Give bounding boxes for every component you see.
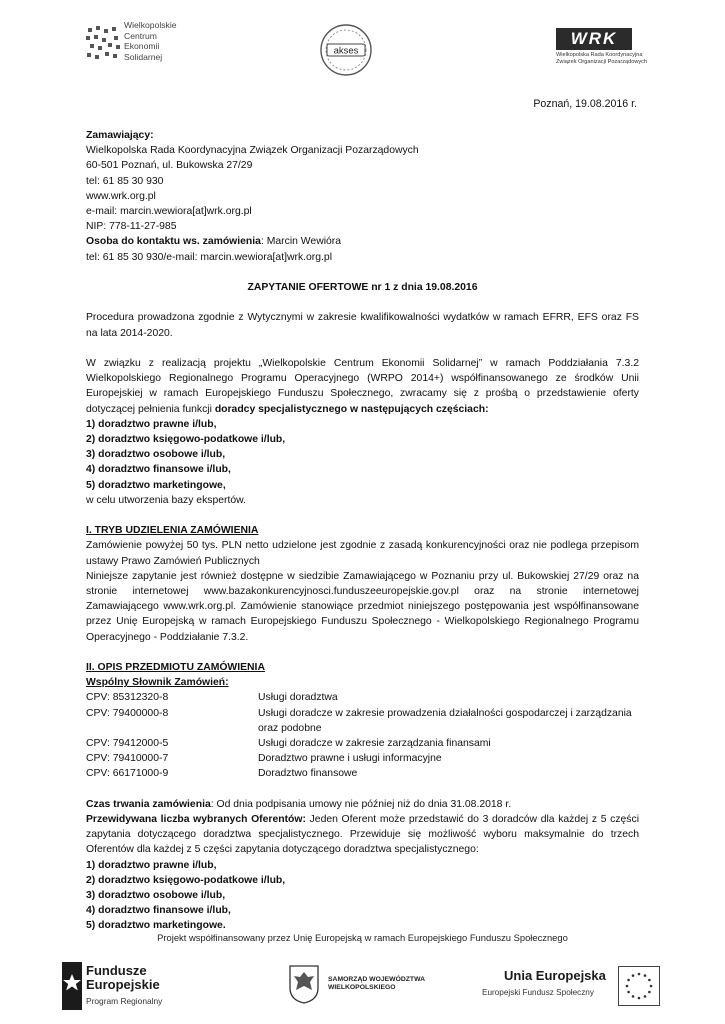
count-paragraph: Przewidywana liczba wybranych Oferentów: Jeden Oferent może przedstawić do 3 doradców dla każdej z 5 części zapytania dotyczącego doradztwa specjalistycznego. Przewiduje się możliwość wyboru maksymalnie do trzech Oferentów dla każdej z 5 części zapytania dotyczącego doradztwa specjalistycznego: [86, 814, 639, 856]
header-logos [0, 16, 725, 76]
footer-note: Projekt współfinansowany przez Unię Europejską w ramach Europejskiego Funduszu Społecznego [157, 932, 568, 943]
section2-item: 2) doradztwo księgowo-podatkowe i/lub, [86, 874, 286, 886]
intro-item: 4) doradztwo finansowe i/lub, [86, 464, 231, 476]
procedure-paragraph: Procedura prowadzona zgodnie z Wytycznymi w zakresie kwalifikowalności wydatków w ramach EFRR, EFS oraz FS na lata 2014-2020. [86, 312, 639, 339]
contracting-line: tel: 61 85 30 930 [86, 175, 164, 187]
akses-emblem-icon [318, 22, 374, 78]
eu-flag-icon [618, 966, 660, 1006]
section2-item: 5) doradztwo marketingowe. [86, 920, 226, 932]
section2-heading: II. OPIS PRZEDMIOTU ZAMÓWIENIA [86, 662, 265, 674]
section2-item: 4) doradztwo finansowe i/lub, [86, 905, 231, 917]
contracting-line: NIP: 778-11-27-985 [86, 221, 177, 233]
unia-europejska-logo: Unia Europejska Europejski Fundusz Społeczny [478, 964, 658, 1008]
contracting-line: Wielkopolska Rada Koordynacyjna Związek Organizacji Pozarządowych [86, 145, 419, 157]
contact-value: : Marcin Wewióra [260, 236, 342, 248]
section2-item: 1) doradztwo prawne i/lub, [86, 859, 217, 871]
document-title: ZAPYTANIE OFERTOWE nr 1 z dnia 19.08.2016 [247, 282, 478, 294]
eagle-crest-icon [288, 964, 320, 1004]
wrk-logo-mark: WRK [556, 28, 632, 50]
intro-item: 3) doradztwo osobowe i/lub, [86, 449, 226, 461]
akses-logo-text: akses [333, 45, 359, 57]
contracting-heading: Zamawiający: [86, 130, 154, 141]
section1-paragraph: Niniejsze zapytanie jest również dostępne w siedzibie Zamawiającego w Poznaniu przy ul. Bukowskiej 27/29 oraz na stronie internetowej www.bazakonkurencyjnosci.funduszeeuropejskie.gov.pl oraz na stronie internetowej Zamawiającego www.wrk.org.pl. Zamówienie stanowiące przedmiot niniejszego postępowania jest współfinansowane przez Unię Europejską w ramach Europejskiego Funduszu Społecznego - Wielkopolskiego Regionalnego Programu Operacyjnego - Poddziałanie 7.3.2. [86, 570, 639, 643]
contracting-line: 60-501 Poznań, ul. Bukowska 27/29 [86, 160, 253, 172]
cpv-row: CPV: 66171000-9 Doradztwo finansowe [86, 768, 358, 780]
section1-heading: I. TRYB UDZIELENIA ZAMÓWIENIA [86, 525, 259, 537]
intro-item: 2) doradztwo księgowo-podatkowe i/lub, [86, 434, 286, 446]
section1-paragraph: Zamówienie powyżej 50 tys. PLN netto udzielone jest zgodnie z zasadą konkurencyjności oraz nie podlega przepisom ustawy Prawo Zamówień Publicznych [86, 540, 639, 567]
contracting-line: e-mail: marcin.wewiora[at]wrk.org.pl [86, 206, 252, 218]
akses-logo [318, 22, 374, 78]
cpv-row: CPV: 79410000-7 Doradztwo prawne i usługi informacyjne [86, 753, 442, 765]
intro-item: 5) doradztwo marketingowe, [86, 479, 226, 491]
wces-logo [86, 20, 216, 76]
contracting-line: www.wrk.org.pl [86, 190, 156, 202]
intro-paragraph: W związku z realizacją projektu „Wielkopolskie Centrum Ekonomii Solidarnej” w ramach Poddziałania 7.3.2 Wielkopolskiego Regionalnego Programu Operacyjnego (WRPO 2014+) współfinansowanego ze środków Unii Europejskiej w ramach Europejskiego Funduszu Społecznego, zwracamy się z prośbą o przedstawienie oferty dotyczącej pełnienia funkcji doradcy specjalistycznego w następujących częściach: [86, 358, 639, 415]
cpv-row: CPV: 79412000-5 Usługi doradcze w zakresie zarządzania finansami [86, 738, 491, 750]
wrk-logo-caption: Wielkopolska Rada Koordynacyjna Związek Organizacji Pozarządowych [556, 52, 648, 65]
contact-tel: tel: 61 85 30 930/e-mail: marcin.wewiora[at]wrk.org.pl [86, 251, 333, 263]
cpv-row: CPV: 79400000-8 Usługi doradcze w zakresie prowadzenia działalności gospodarczej i zarządzania oraz podobne [86, 707, 632, 734]
section2-item: 3) doradztwo osobowe i/lub, [86, 890, 226, 902]
wces-mark-icon [86, 26, 120, 60]
intro-closing: w celu utworzenia bazy ekspertów. [86, 494, 246, 506]
fe-star-icon [62, 962, 82, 1010]
wces-logo-text: Wielkopolskie Centrum Ekonomii Solidarnej [124, 20, 177, 62]
document-date: Poznań, 19.08.2016 r. [533, 98, 637, 110]
cpv-row: CPV: 85312320-8 Usługi doradztwa [86, 692, 338, 704]
intro-item: 1) doradztwo prawne i/lub, [86, 418, 217, 430]
footer-logos [0, 958, 725, 1014]
fundusze-europejskie-logo: Fundusze Europejskie Program Regionalny [62, 962, 182, 1012]
samorzad-logo: SAMORZĄD WOJEWÓDZTWA WIELKOPOLSKIEGO [288, 964, 438, 1008]
duration-line: Czas trwania zamówienia: Od dnia podpisania umowy nie później niż do dnia 31.08.2018 r. [86, 798, 512, 810]
contact-label: Osoba do kontaktu ws. zamówienia [86, 236, 261, 248]
document-body [86, 128, 639, 934]
vocab-heading: Wspólny Słownik Zamówień: [86, 677, 229, 689]
contact-person [86, 234, 639, 249]
wrk-logo [556, 28, 648, 76]
